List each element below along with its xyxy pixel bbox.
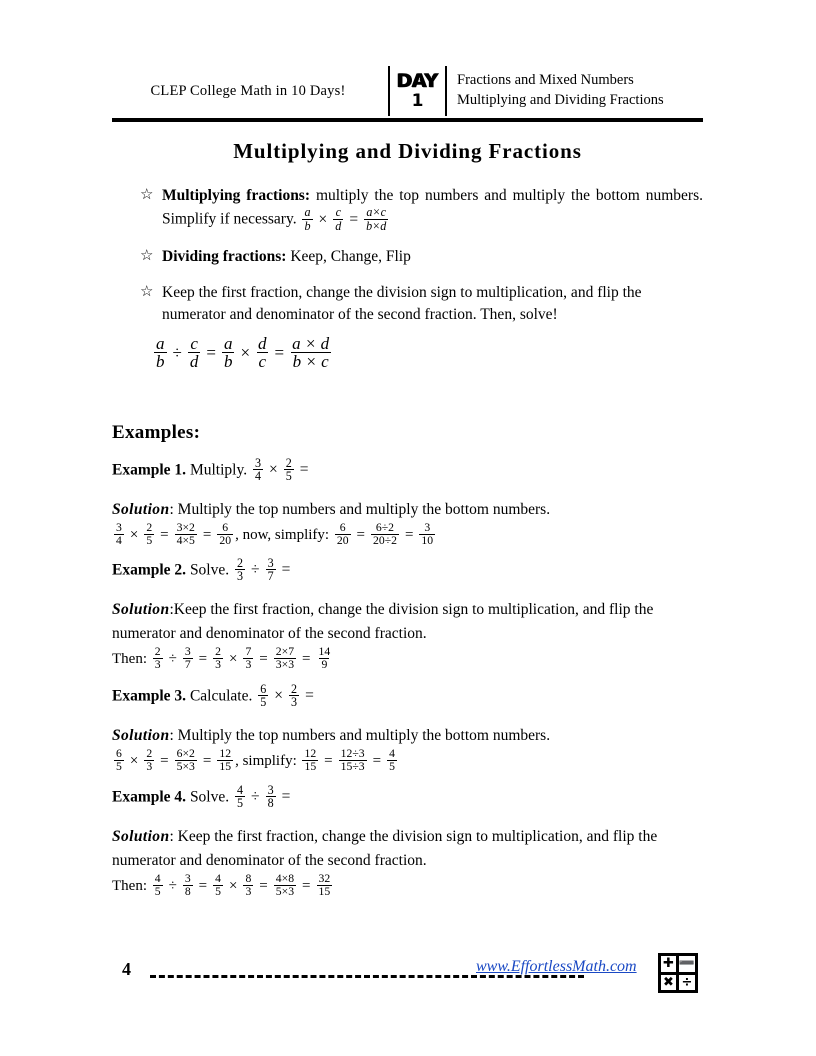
effortless-math-logo-icon: [658, 953, 698, 993]
then-label: Then:: [112, 878, 147, 895]
example-4-label: Example 4.: [112, 788, 187, 806]
page-header: [112, 66, 703, 116]
page-title: Multiplying and Dividing Fractions: [233, 139, 582, 163]
frac-num: 2: [146, 747, 153, 761]
operator-times: ×: [228, 651, 238, 668]
operator-equals: =: [198, 878, 208, 895]
frac-num: 2: [154, 645, 161, 659]
frac-num: 3: [116, 521, 122, 535]
frac-den: 5: [389, 760, 395, 774]
operator-equals: =: [259, 878, 268, 895]
operator-divide: ÷: [251, 561, 260, 579]
frac-den: b: [304, 218, 311, 233]
example-1-block: [112, 458, 703, 484]
frac-den: 15÷3: [340, 760, 365, 774]
frac-den: 20: [219, 534, 232, 548]
frac-den: 5×3: [275, 885, 295, 899]
example-4-prompt: Solve.: [186, 788, 230, 806]
example-3-label: Example 3.: [112, 687, 187, 705]
example-4-solution: [112, 825, 703, 899]
star-bullet-icon: ☆: [140, 187, 154, 203]
operator-equals: =: [206, 342, 216, 362]
example-3-question: [112, 684, 703, 710]
bullet-text-keep-change-flip: Keep the first fraction, change the division sign to multiplication, and flip the numerator and denominator of the second fraction. Then, solve!: [162, 283, 642, 324]
frac-den: 5: [146, 534, 153, 548]
frac-num: 2: [291, 682, 298, 696]
example-3-solution-text: [112, 724, 703, 748]
frac-num: 3: [254, 456, 261, 470]
frac-den: 15: [219, 760, 232, 774]
frac-den: 3: [154, 658, 161, 672]
bullet-item-dividing: [140, 246, 703, 268]
example-1-question: [112, 458, 703, 484]
frac-num: 2: [215, 645, 221, 659]
star-bullet-icon: ☆: [140, 283, 154, 300]
frac-num: 12÷3: [340, 747, 365, 761]
frac-den: b: [156, 352, 165, 372]
example-3-solution: [112, 724, 703, 774]
example-4-solution-body: Keep the first fraction, change the division sign to multiplication, and flip the numerator and denominator of the second fraction.: [112, 828, 658, 870]
operator-divide: ÷: [172, 342, 182, 362]
frac-num: 3: [267, 783, 274, 797]
frac-den: 5: [285, 469, 292, 484]
example-3-midtext: , simplify:: [235, 753, 297, 770]
operator-times: ×: [318, 210, 328, 228]
frac-num: 12: [219, 747, 232, 761]
operator-times: ×: [269, 461, 278, 479]
solution-colon: :: [169, 727, 174, 744]
solution-colon: :: [169, 601, 174, 618]
example-1-midtext: , now, simplify:: [235, 527, 330, 544]
operator-equals: =: [372, 753, 382, 770]
example-4-solution-text: [112, 825, 703, 873]
frac-den: 3: [146, 760, 153, 774]
frac-num: c: [335, 205, 341, 220]
frac-den: b × c: [292, 352, 329, 372]
operator-equals: =: [404, 527, 414, 544]
frac-den: 3: [291, 695, 298, 710]
example-3-prompt: Calculate.: [186, 687, 253, 705]
header-topic-line1: Fractions and Mixed Numbers: [457, 72, 634, 89]
frac-num: 3: [424, 521, 431, 535]
operator-equals: =: [160, 527, 169, 544]
header-book-title: CLEP College Math in 10 Days!: [150, 82, 346, 99]
frac-den: 8: [184, 885, 191, 899]
frac-num: 4×8: [275, 872, 295, 886]
example-2-question: [112, 558, 703, 584]
frac-den: 4: [116, 534, 122, 548]
operator-equals: =: [259, 651, 268, 668]
frac-num: 7: [245, 645, 252, 659]
example-4-work: [112, 874, 703, 899]
page-number: 4: [122, 959, 131, 979]
example-2-prompt: Solve.: [186, 561, 230, 579]
example-2-solution-text: [112, 598, 703, 646]
display-formula-divide-fractions: [152, 336, 333, 372]
example-2-label: Example 2.: [112, 561, 187, 579]
footer-website-link[interactable]: www.EffortlessMath.com: [476, 958, 637, 975]
frac-den: 7: [267, 569, 274, 584]
frac-num: 6÷2: [375, 521, 395, 535]
frac-den: 10: [421, 534, 434, 548]
example-1-work: [112, 523, 703, 548]
example-1-solution-text: [112, 498, 703, 522]
frac-den: 5: [116, 760, 122, 774]
header-day-number: 1: [411, 91, 424, 111]
frac-den: b: [223, 352, 233, 372]
frac-num: 2: [146, 521, 153, 535]
frac-den: 8: [267, 796, 274, 811]
formula-multiply-fractions: [300, 205, 390, 233]
frac-den: c: [258, 352, 267, 372]
frac-den: d: [189, 352, 199, 372]
frac-num: 3×2: [176, 521, 195, 535]
frac-num: 2: [285, 456, 292, 470]
frac-num: 32: [318, 872, 331, 886]
frac-num: 2×7: [275, 645, 295, 659]
frac-num: a: [156, 334, 165, 353]
header-topic: [447, 66, 703, 116]
frac-num: 2: [237, 556, 244, 570]
frac-num: a×c: [366, 205, 386, 220]
frac-num: 3: [184, 645, 191, 659]
frac-den: 5: [215, 885, 221, 899]
frac-num: 6: [260, 682, 267, 696]
operator-times: ×: [129, 527, 139, 544]
frac-num: 4: [389, 747, 395, 761]
operator-divide: ÷: [251, 788, 260, 806]
plus-icon: ✚: [662, 956, 674, 972]
operator-equals: =: [356, 527, 365, 544]
example-4-question: [112, 785, 703, 811]
then-label: Then:: [112, 651, 147, 668]
bullet-item-multiplying: [140, 185, 703, 233]
operator-equals: =: [202, 527, 212, 544]
operator-equals: =: [299, 461, 309, 479]
frac-num: 6: [339, 521, 346, 535]
header-topic-line2: Multiplying and Dividing Fractions: [457, 92, 664, 108]
solution-label: Solution: [112, 601, 170, 618]
example-4-block: [112, 785, 703, 811]
frac-den: 7: [184, 658, 191, 672]
frac-den: 15: [318, 885, 331, 899]
operator-equals: =: [305, 687, 314, 705]
example-1-label: Example 1.: [112, 461, 187, 479]
solution-label: Solution: [112, 501, 170, 518]
frac-den: 3: [237, 569, 244, 584]
operator-equals: =: [202, 753, 212, 770]
divide-icon: ÷: [679, 975, 695, 991]
operator-times: ×: [240, 342, 251, 362]
frac-num: d: [258, 334, 267, 353]
frac-den: 3: [245, 658, 252, 672]
operator-divide: ÷: [168, 878, 177, 895]
operator-equals: =: [198, 651, 208, 668]
operator-equals: =: [324, 753, 333, 770]
example-2-solution: [112, 598, 703, 672]
frac-den: 20÷2: [373, 534, 397, 548]
example-1-prompt: Multiply.: [186, 461, 248, 479]
frac-den: 15: [304, 760, 317, 774]
operator-divide: ÷: [168, 651, 177, 668]
frac-den: 5: [154, 885, 161, 899]
solution-label: Solution: [112, 727, 170, 744]
header-divider-rule: [112, 118, 703, 122]
bullet-text-dividing: Keep, Change, Flip: [286, 248, 411, 266]
frac-den: b×d: [366, 218, 387, 233]
example-3-solution-body: Multiply the top numbers and multiply the bottom numbers.: [173, 727, 551, 744]
frac-num: 8: [245, 872, 252, 886]
operator-equals: =: [302, 651, 311, 668]
operator-equals: =: [281, 561, 291, 579]
operator-times: ×: [228, 878, 238, 895]
frac-num: 6: [116, 747, 122, 761]
frac-den: 3: [215, 658, 221, 672]
frac-num: 6×2: [176, 747, 195, 761]
frac-den: 3×3: [275, 658, 295, 672]
frac-den: 4×5: [176, 534, 195, 548]
solution-label: Solution: [112, 828, 170, 845]
frac-num: 4: [215, 872, 221, 886]
frac-num: 3: [184, 872, 191, 886]
example-2-work: [112, 647, 703, 672]
frac-den: d: [335, 218, 342, 233]
page-footer: [112, 950, 703, 996]
operator-equals: =: [160, 753, 169, 770]
minus-icon: ➖: [678, 956, 695, 972]
frac-num: 14: [318, 645, 331, 659]
frac-den: 5: [260, 695, 267, 710]
frac-num: a: [223, 334, 233, 353]
frac-num: 3: [267, 556, 274, 570]
example-1-solution-body: Multiply the top numbers and multiply the bottom numbers.: [173, 501, 551, 518]
frac-num: 4: [237, 783, 244, 797]
frac-num: 12: [304, 747, 317, 761]
bullet-list: [140, 185, 703, 340]
frac-num: a: [304, 205, 311, 220]
frac-den: 3: [245, 885, 252, 899]
example-1-solution: [112, 498, 703, 548]
frac-den: 9: [321, 658, 328, 672]
bullet-lead-dividing: Dividing fractions:: [162, 248, 287, 266]
multiply-icon: ✖: [662, 974, 674, 990]
header-day-word: DAY: [397, 70, 438, 92]
star-bullet-icon: ☆: [140, 248, 154, 265]
frac-den: 4: [254, 469, 261, 484]
bullet-text-multiplying: multiply the top numbers and multiply the bottom numbers. Simplify if necessary.: [162, 187, 703, 228]
example-2-solution-body: Keep the first fraction, change the division sign to multiplication, and flip the numerator and denominator of the second fraction.: [112, 601, 654, 643]
examples-heading: Examples:: [112, 422, 201, 443]
frac-num: 6: [222, 521, 229, 535]
operator-equals: =: [281, 788, 291, 806]
frac-den: 5: [237, 796, 244, 811]
bullet-lead-multiplying: Multiplying fractions:: [162, 187, 311, 204]
solution-colon: :: [169, 501, 174, 518]
frac-num: a × d: [292, 334, 330, 353]
operator-times: ×: [129, 753, 139, 770]
solution-colon: :: [169, 828, 174, 845]
example-3-block: [112, 684, 703, 710]
example-2-block: [112, 558, 703, 584]
example-3-work: [112, 749, 703, 774]
frac-den: 20: [336, 534, 349, 548]
frac-num: c: [190, 334, 198, 353]
operator-equals: =: [349, 210, 359, 228]
frac-num: 4: [154, 872, 161, 886]
header-day-box: [388, 66, 447, 116]
frac-den: 5×3: [176, 760, 195, 774]
operator-equals: =: [302, 878, 311, 895]
operator-times: ×: [274, 687, 284, 705]
operator-equals: =: [274, 342, 285, 362]
bullet-item-keep-change-flip: [140, 282, 703, 327]
